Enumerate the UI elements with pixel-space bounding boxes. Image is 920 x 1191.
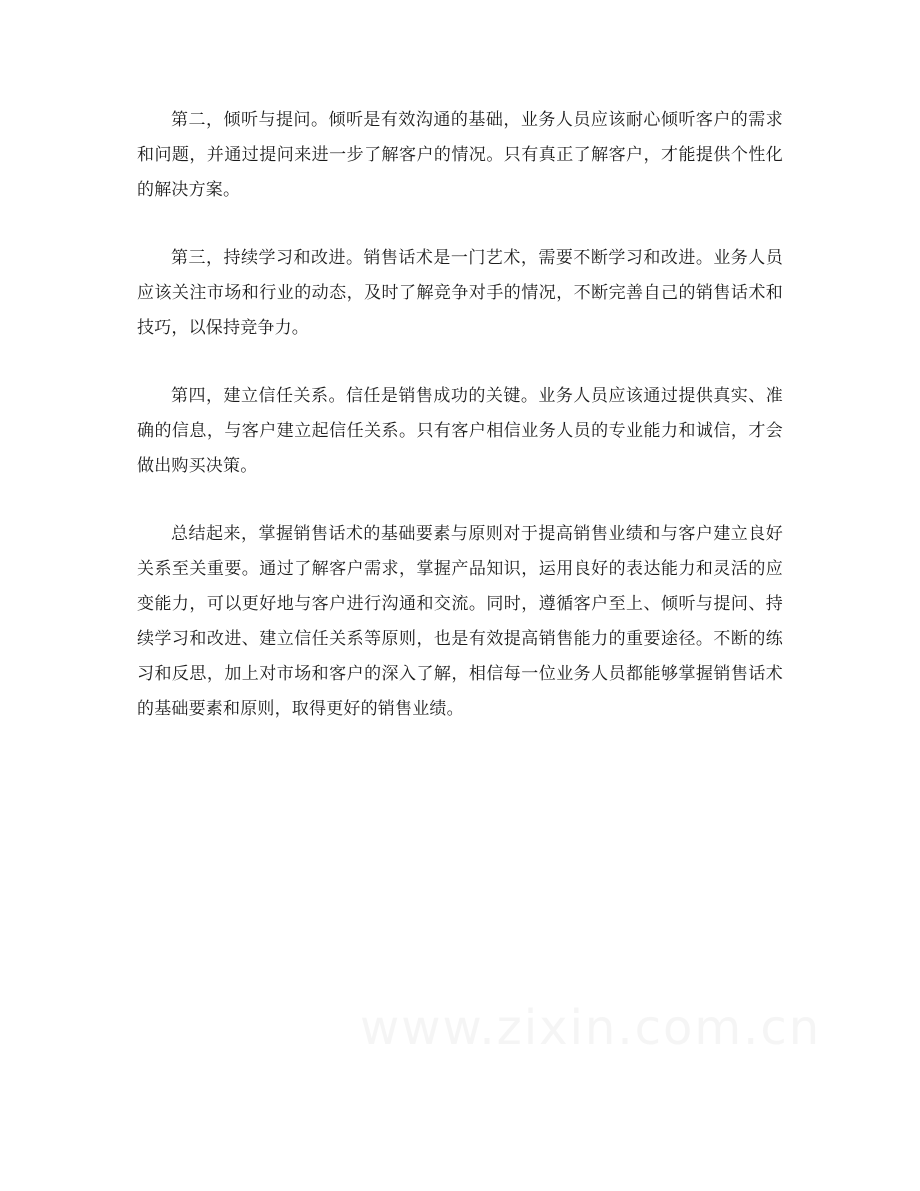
watermark: www.zixin.com.cn bbox=[360, 1000, 822, 1056]
paragraph-continuous-learning: 第三，持续学习和改进。销售话术是一门艺术，需要不断学习和改进。业务人员应该关注市场和行业的动态，及时了解竞争对手的情况，不断完善自己的销售话术和技巧，以保持竞争力。 bbox=[137, 248, 783, 338]
document-body bbox=[137, 103, 783, 760]
paragraph-listening-questioning: 第二，倾听与提问。倾听是有效沟通的基础，业务人员应该耐心倾听客户的需求和问题，并通过提问来进一步了解客户的情况。只有真正了解客户，才能提供个性化的解决方案。 bbox=[137, 110, 783, 200]
paragraph-summary: 总结起来，掌握销售话术的基础要素与原则对于提高销售业绩和与客户建立良好关系至关重要。通过了解客户需求，掌握产品知识，运用良好的表达能力和灵活的应变能力，可以更好地与客户进行沟通和交流。同时，遵循客户至上、倾听与提问、持续学习和改进、建立信任关系等原则，也是有效提高销售能力的重要途径。不断的练习和反思，加上对市场和客户的深入了解，相信每一位业务人员都能够掌握销售话术的基础要素和原则，取得更好的销售业绩。 bbox=[137, 524, 783, 719]
paragraph-building-trust: 第四，建立信任关系。信任是销售成功的关键。业务人员应该通过提供真实、准确的信息，与客户建立起信任关系。只有客户相信业务人员的专业能力和诚信，才会做出购买决策。 bbox=[137, 386, 783, 476]
